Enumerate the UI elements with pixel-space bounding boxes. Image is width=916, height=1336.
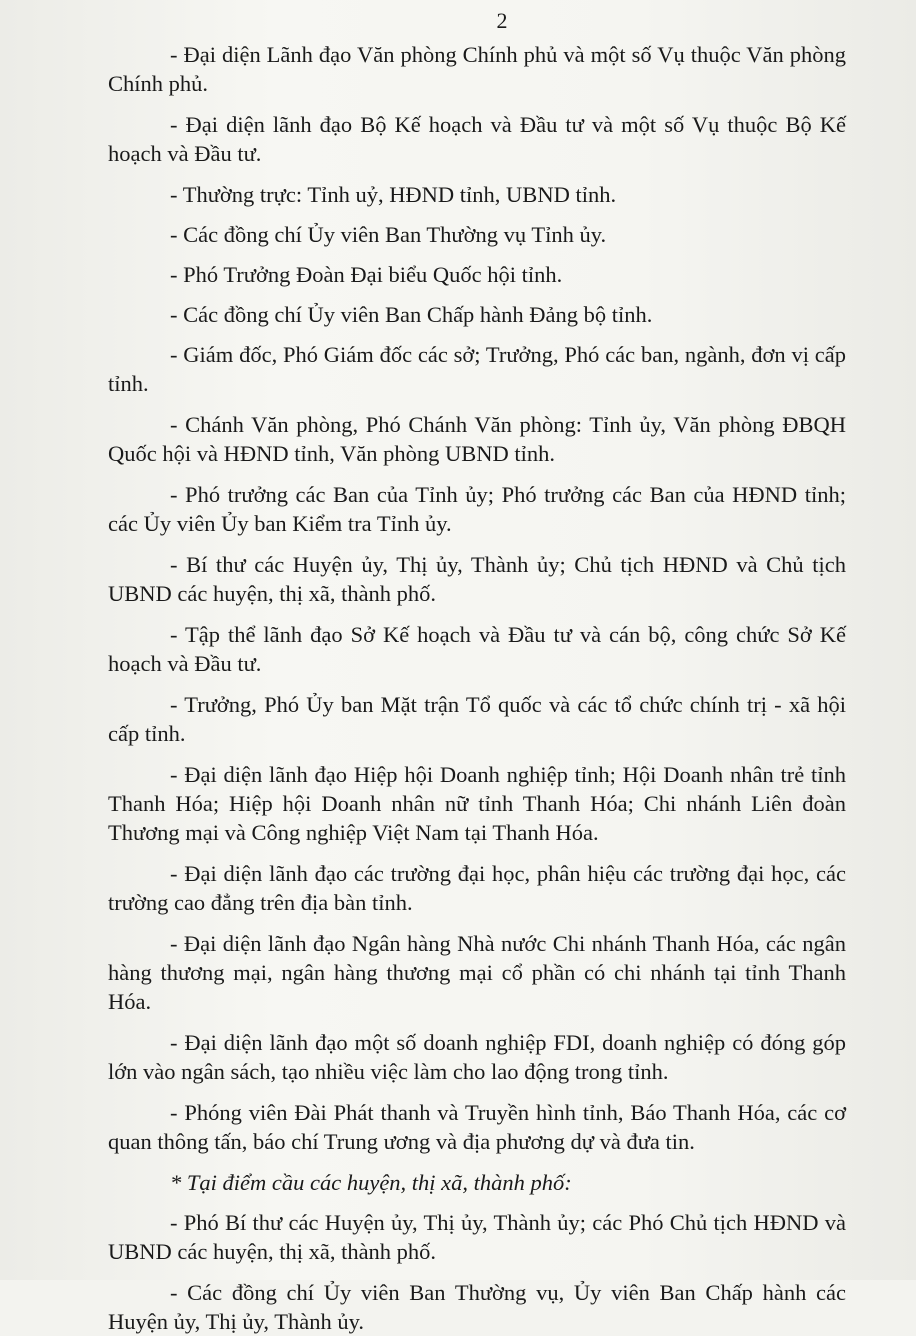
attendee-list — [108, 40, 846, 1156]
list-item: - Phó Bí thư các Huyện ủy, Thị ủy, Thành ủy; các Phó Chủ tịch HĐND và UBND các huyện, thị xã, thành phố. — [108, 1210, 846, 1264]
list-item: - Các đồng chí Ủy viên Ban Thường vụ Tỉnh ủy. — [170, 222, 607, 247]
list-item: - Đại diện lãnh đạo một số doanh nghiệp FDI, doanh nghiệp có đóng góp lớn vào ngân sách, tạo nhiều việc làm cho lao động trong tỉnh. — [108, 1030, 846, 1084]
list-item: - Đại diện Lãnh đạo Văn phòng Chính phủ và một số Vụ thuộc Văn phòng Chính phủ. — [108, 42, 846, 96]
list-item: - Giám đốc, Phó Giám đốc các sở; Trưởng, Phó các ban, ngành, đơn vị cấp tỉnh. — [108, 342, 846, 396]
list-item: - Các đồng chí Ủy viên Ban Chấp hành Đảng bộ tỉnh. — [170, 302, 653, 327]
list-item: - Đại diện lãnh đạo các trường đại học, phân hiệu các trường đại học, các trường cao đẳng trên địa bàn tỉnh. — [108, 861, 846, 915]
list-item: - Trưởng, Phó Ủy ban Mặt trận Tổ quốc và các tổ chức chính trị - xã hội cấp tỉnh. — [108, 692, 846, 746]
list-item: - Đại diện lãnh đạo Hiệp hội Doanh nghiệp tỉnh; Hội Doanh nhân trẻ tỉnh Thanh Hóa; Hiệp hội Doanh nhân nữ tỉnh Thanh Hóa; Chi nhánh Liên đoàn Thương mại và Công nghiệp Việt Nam tại Thanh Hóa. — [108, 762, 846, 845]
list-item: - Phóng viên Đài Phát thanh và Truyền hình tỉnh, Báo Thanh Hóa, các cơ quan thông tấn, báo chí Trung ương và địa phương dự và đưa tin. — [108, 1100, 846, 1154]
district-attendee-list — [108, 1208, 846, 1336]
list-item: - Đại diện lãnh đạo Bộ Kế hoạch và Đầu tư và một số Vụ thuộc Bộ Kế hoạch và Đầu tư. — [108, 112, 846, 166]
list-item: - Tập thể lãnh đạo Sở Kế hoạch và Đầu tư và cán bộ, công chức Sở Kế hoạch và Đầu tư. — [108, 622, 846, 676]
section-subheading: * Tại điểm cầu các huyện, thị xã, thành phố: — [170, 1170, 572, 1195]
list-item: - Thường trực: Tỉnh uỷ, HĐND tỉnh, UBND tỉnh. — [170, 182, 617, 207]
page-number: 2 — [496, 8, 508, 33]
list-item: - Các đồng chí Ủy viên Ban Thường vụ, Ủy viên Ban Chấp hành các Huyện ủy, Thị ủy, Thành ủy. — [108, 1280, 846, 1334]
list-item: - Phó trưởng các Ban của Tỉnh ủy; Phó trưởng các Ban của HĐND tỉnh; các Ủy viên Ủy ban Kiểm tra Tỉnh ủy. — [108, 482, 846, 536]
list-item: - Đại diện lãnh đạo Ngân hàng Nhà nước Chi nhánh Thanh Hóa, các ngân hàng thương mại, ngân hàng thương mại cổ phần có chi nhánh tại tỉnh Thanh Hóa. — [108, 931, 846, 1014]
list-item: - Bí thư các Huyện ủy, Thị ủy, Thành ủy; Chủ tịch HĐND và Chủ tịch UBND các huyện, thị xã, thành phố. — [108, 552, 846, 606]
list-item: - Chánh Văn phòng, Phó Chánh Văn phòng: Tỉnh ủy, Văn phòng ĐBQH Quốc hội và HĐND tỉnh, Văn phòng UBND tỉnh. — [108, 412, 846, 466]
list-item: - Phó Trưởng Đoàn Đại biểu Quốc hội tỉnh. — [170, 262, 563, 287]
